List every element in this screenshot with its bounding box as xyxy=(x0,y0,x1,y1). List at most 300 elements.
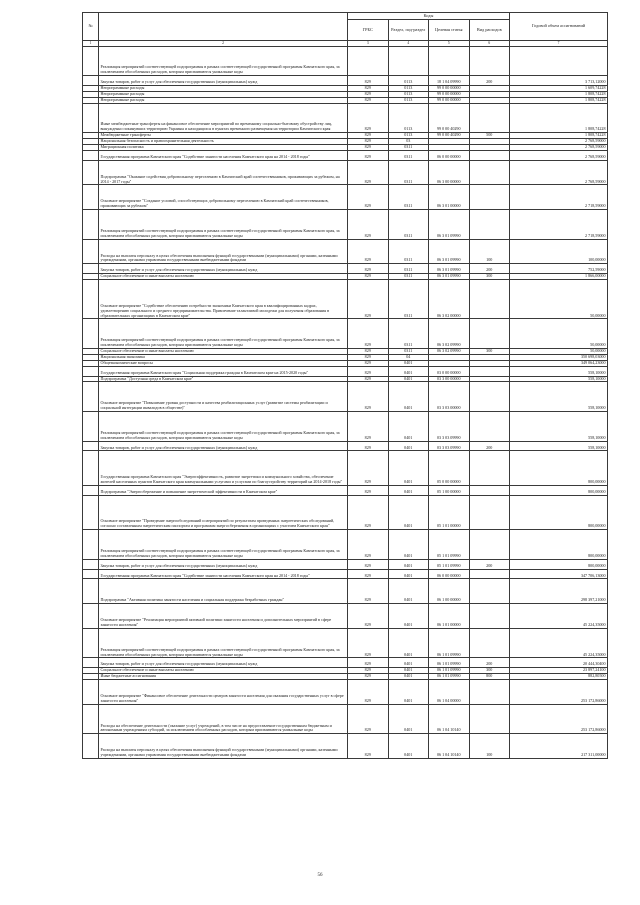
row-csr-cell: 06 1 01 09990 xyxy=(429,658,470,668)
row-grbs-cell: 829 xyxy=(348,239,389,264)
row-vr-cell: 300 xyxy=(469,668,510,674)
table-row xyxy=(83,559,608,569)
row-name-cell: Основное мероприятие "Проведение энергообследований и мероприятий по результатам проведенных энергетических обследований, согласно составленным энергетическим паспортам и программам энергосбережения в организациях с участием Камчатского края" xyxy=(99,495,348,530)
row-sum-cell: 1 808,74228 xyxy=(510,91,608,97)
row-grbs-cell: 829 xyxy=(348,145,389,151)
row-grbs-cell xyxy=(348,46,389,76)
row-name-cell: Социальное обеспечение и иные выплаты населению xyxy=(99,668,348,674)
row-number-cell xyxy=(83,366,99,376)
row-csr-cell: 03 0 00 00000 xyxy=(429,366,470,376)
row-sum-cell: 349 064,23000 xyxy=(510,360,608,366)
row-vr-cell: 500 xyxy=(469,133,510,139)
row-grbs-cell: 829 xyxy=(348,185,389,210)
table-row xyxy=(83,366,608,376)
row-csr-cell: 06 0 00 00000 xyxy=(429,150,470,160)
row-csr-cell: 06 3 01 09990 xyxy=(429,210,470,240)
header-sum: Годовой объем ассигнований xyxy=(510,13,608,41)
row-number-cell xyxy=(83,530,99,560)
row-sum-cell: 20 444,30400 xyxy=(510,658,608,668)
row-grbs-cell: 829 xyxy=(348,485,389,495)
row-razdel-cell: 0401 xyxy=(388,441,429,451)
row-name-cell: Общеэкономические вопросы xyxy=(99,360,348,366)
row-sum-cell: 558,10000 xyxy=(510,412,608,442)
row-sum-cell: 350 698,03000 xyxy=(510,354,608,360)
table-row xyxy=(83,239,608,264)
col-number-1: 1 xyxy=(83,41,99,47)
row-vr-cell: 200 xyxy=(469,658,510,668)
row-csr-cell: 06 1 01 00000 xyxy=(429,604,470,629)
row-sum-cell: 2 768,59000 xyxy=(510,160,608,185)
row-razdel-cell: 0401 xyxy=(388,366,429,376)
row-grbs-cell: 829 xyxy=(348,530,389,560)
row-number-cell xyxy=(83,76,99,86)
page-number: 56 xyxy=(317,873,323,878)
row-number-cell xyxy=(83,239,99,264)
row-number-cell xyxy=(83,382,99,412)
row-sum-cell: 2 768,59000 xyxy=(510,139,608,145)
row-grbs-cell: 829 xyxy=(348,658,389,668)
row-vr-cell xyxy=(469,103,510,133)
row-vr-cell xyxy=(469,485,510,495)
row-grbs-cell: 829 xyxy=(348,97,389,103)
table-row xyxy=(83,628,608,658)
row-number-cell xyxy=(83,46,99,76)
table-row xyxy=(83,495,608,530)
row-razdel-cell xyxy=(388,46,429,76)
row-grbs-cell: 829 xyxy=(348,412,389,442)
row-razdel-cell: 0311 xyxy=(388,160,429,185)
row-number-cell xyxy=(83,319,99,349)
table-row xyxy=(83,569,608,579)
row-csr-cell: 99 0 00 40290 xyxy=(429,103,470,133)
row-sum-cell: 800,00000 xyxy=(510,530,608,560)
row-razdel-cell: 0113 xyxy=(388,103,429,133)
budget-table xyxy=(82,12,608,759)
row-vr-cell xyxy=(469,628,510,658)
row-grbs-cell: 829 xyxy=(348,360,389,366)
header-razdel: Раздел, под-раздел xyxy=(388,20,429,41)
row-razdel-cell: 0311 xyxy=(388,274,429,280)
row-grbs-cell: 829 xyxy=(348,628,389,658)
row-vr-cell: 200 xyxy=(469,441,510,451)
header-csr: Целевая статья xyxy=(429,20,470,41)
table-row xyxy=(83,264,608,274)
row-sum-cell: 1 808,74228 xyxy=(510,133,608,139)
row-number-cell xyxy=(83,150,99,160)
table-row xyxy=(83,704,608,734)
row-name-cell: Расходы на выплаты персоналу в целях обеспечения выполнения функций государственными (муниципальными) органами, казенными учреждениями, органами управления государственными внебюджетными фондами xyxy=(99,734,348,759)
row-name-cell: Реализация мероприятий соответствующей подпрограммы в рамках соответствующей государственной программы Камчатского края, за исключением обособленных расходов, которым присваиваются уникальные коды xyxy=(99,412,348,442)
row-grbs-cell: 829 xyxy=(348,376,389,382)
row-name-cell: Государственная программа Камчатского края "Энергоэффективность, развитие энергетики и коммунального хозяйства, обеспечение жителей населенных пунктов Камчатского края коммунальными услугами и услугами по благоустройству территорий на 2014-2018 годы" xyxy=(99,451,348,486)
row-name-cell: Непрограммные расходы xyxy=(99,85,348,91)
row-razdel-cell: 04 xyxy=(388,354,429,360)
row-name-cell: Основное мероприятие "Повышение уровня доступности и качества реабилитационных услуг (развитие системы реабилитации и социальной интеграции инвалидов в обществе)" xyxy=(99,382,348,412)
row-sum-cell xyxy=(510,46,608,76)
row-name-cell: Закупка товаров, работ и услуг для обеспечения государственных (муниципальных) нужд xyxy=(99,441,348,451)
row-grbs-cell: 829 xyxy=(348,382,389,412)
row-grbs-cell: 829 xyxy=(348,704,389,734)
row-vr-cell: 800 xyxy=(469,674,510,680)
row-vr-cell: 300 xyxy=(469,349,510,355)
header-row-top xyxy=(83,13,608,20)
row-sum-cell: 23 897,24100 xyxy=(510,668,608,674)
row-grbs-cell: 829 xyxy=(348,441,389,451)
row-grbs-cell: 829 xyxy=(348,274,389,280)
row-number-cell xyxy=(83,628,99,658)
row-sum-cell: 1 866,00000 xyxy=(510,274,608,280)
col-number-2: 2 xyxy=(99,41,348,47)
row-name-cell: Основное мероприятие "Финансовое обеспечение деятельности центров занятости населения для оказания государственных услуг в сфере занятости населения" xyxy=(99,680,348,705)
row-razdel-cell: 0311 xyxy=(388,185,429,210)
row-number-cell xyxy=(83,495,99,530)
row-name-cell: Национальная безопасность и правоохранительная деятельность xyxy=(99,139,348,145)
row-grbs-cell: 829 xyxy=(348,495,389,530)
row-razdel-cell: 0401 xyxy=(388,680,429,705)
row-sum-cell: 1 609,74228 xyxy=(510,85,608,91)
row-grbs-cell: 829 xyxy=(348,264,389,274)
row-vr-cell xyxy=(469,366,510,376)
row-number-cell xyxy=(83,441,99,451)
row-grbs-cell: 829 xyxy=(348,139,389,145)
row-sum-cell: 2 768,59000 xyxy=(510,150,608,160)
row-name-cell: Межбюджетные трансферты xyxy=(99,133,348,139)
row-razdel-cell: 0311 xyxy=(388,319,429,349)
row-grbs-cell: 829 xyxy=(348,674,389,680)
header-codes: Коды xyxy=(348,13,510,20)
row-vr-cell xyxy=(469,319,510,349)
row-vr-cell xyxy=(469,46,510,76)
row-vr-cell xyxy=(469,382,510,412)
row-razdel-cell: 0311 xyxy=(388,145,429,151)
row-razdel-cell: 0401 xyxy=(388,658,429,668)
row-name-cell: Реализация мероприятий соответствующей подпрограммы в рамках соответствующей государственной программы Камчатского края, за исключением обособленных расходов, которым присваиваются уникальные коды xyxy=(99,530,348,560)
budget-table-sheet xyxy=(82,12,608,759)
row-name-cell: Закупка товаров, работ и услуг для обеспечения государственных (муниципальных) нужд xyxy=(99,76,348,86)
row-csr-cell: 99 0 00 00000 xyxy=(429,97,470,103)
table-row xyxy=(83,530,608,560)
row-vr-cell xyxy=(469,495,510,530)
row-name-cell: Расходы на обеспечение деятельности (оказание услуг) учреждений, в том числе на предоставление государственным бюджетным и автономным учреждениям субсидий, за исключением обособленных расходов, которым присваиваются уникальные коды xyxy=(99,704,348,734)
table-row xyxy=(83,579,608,604)
row-razdel-cell: 0113 xyxy=(388,76,429,86)
row-csr-cell: 99 0 00 40290 xyxy=(429,133,470,139)
table-row xyxy=(83,412,608,442)
row-number-cell xyxy=(83,451,99,486)
row-grbs-cell: 829 xyxy=(348,76,389,86)
row-vr-cell: 200 xyxy=(469,76,510,86)
row-sum-cell: 800,00000 xyxy=(510,451,608,486)
row-csr-cell: 06 1 04 10140 xyxy=(429,704,470,734)
row-razdel-cell: 0401 xyxy=(388,412,429,442)
row-csr-cell: 05 1 01 00000 xyxy=(429,495,470,530)
row-vr-cell: 300 xyxy=(469,274,510,280)
table-row xyxy=(83,734,608,759)
row-csr-cell: 06 0 00 00000 xyxy=(429,569,470,579)
table-row xyxy=(83,185,608,210)
row-sum-cell: 882,80500 xyxy=(510,674,608,680)
row-name-cell: Основное мероприятие "Создание условий, способствующих добровольному переселению в Камчатский край соотечественников, проживающих за рубежом" xyxy=(99,185,348,210)
row-razdel-cell: 0311 xyxy=(388,150,429,160)
row-name-cell: Закупка товаров, работ и услуг для обеспечения государственных (муниципальных) нужд xyxy=(99,559,348,569)
row-csr-cell: 06 1 04 00000 xyxy=(429,680,470,705)
row-grbs-cell: 829 xyxy=(348,319,389,349)
row-name-cell: Государственная программа Камчатского края "Содействие занятости населения Камчатского края на 2014 - 2018 годы" xyxy=(99,150,348,160)
row-name-cell: Иные бюджетные ассигнования xyxy=(99,674,348,680)
row-csr-cell: 05 0 00 00000 xyxy=(429,451,470,486)
row-name-cell: Иные межбюджетные трансферты на финансовое обеспечение мероприятий по временному социально-бытовому обустройству лиц, вынужденно покинувших территорию Украины и находящихся в пунктах временного размещения на территории Камчатского края xyxy=(99,103,348,133)
row-name-cell: Реализация мероприятий соответствующей подпрограммы в рамках соответствующей государственной программы Камчатского края, за исключением обособленных расходов, которым присваиваются уникальные коды xyxy=(99,628,348,658)
row-number-cell xyxy=(83,680,99,705)
row-csr-cell: 05 1 01 09990 xyxy=(429,530,470,560)
table-header xyxy=(83,13,608,47)
row-name-cell: Социальное обеспечение и иные выплаты населению xyxy=(99,274,348,280)
col-number-7: 7 xyxy=(510,41,608,47)
row-razdel-cell: 0401 xyxy=(388,451,429,486)
row-csr-cell: 06 3 01 09990 xyxy=(429,239,470,264)
row-sum-cell: 558,10000 xyxy=(510,382,608,412)
row-csr-cell: 06 1 04 10140 xyxy=(429,734,470,759)
row-razdel-cell: 0401 xyxy=(388,382,429,412)
row-sum-cell: 2 718,59000 xyxy=(510,185,608,210)
row-vr-cell xyxy=(469,680,510,705)
row-csr-cell: 06 3 01 00000 xyxy=(429,185,470,210)
col-number-6: 6 xyxy=(469,41,510,47)
row-grbs-cell: 829 xyxy=(348,349,389,355)
row-sum-cell: 298 397,21000 xyxy=(510,579,608,604)
row-vr-cell xyxy=(469,569,510,579)
row-sum-cell: 347 706,13000 xyxy=(510,569,608,579)
row-csr-cell: 06 1 01 09990 xyxy=(429,628,470,658)
row-razdel-cell: 0401 xyxy=(388,579,429,604)
row-sum-cell: 253 172,86000 xyxy=(510,680,608,705)
row-sum-cell: 100,00000 xyxy=(510,239,608,264)
row-csr-cell: 06 3 01 09990 xyxy=(429,264,470,274)
table-row xyxy=(83,210,608,240)
row-sum-cell: 800,00000 xyxy=(510,559,608,569)
row-number-cell xyxy=(83,579,99,604)
row-sum-cell: 558,10000 xyxy=(510,441,608,451)
row-number-cell xyxy=(83,160,99,185)
row-name-cell: Реализация мероприятий соответствующей подпрограммы в рамках соответствующей государственной программы Камчатского края, за исключением обособленных расходов, которым присваиваются уникальные коды xyxy=(99,210,348,240)
row-grbs-cell: 829 xyxy=(348,569,389,579)
row-csr-cell: 99 0 00 00000 xyxy=(429,85,470,91)
row-grbs-cell: 829 xyxy=(348,150,389,160)
row-razdel-cell: 0401 xyxy=(388,559,429,569)
row-vr-cell xyxy=(469,451,510,486)
col-number-5: 5 xyxy=(429,41,470,47)
row-number-cell xyxy=(83,704,99,734)
row-grbs-cell: 829 xyxy=(348,354,389,360)
row-grbs-cell: 829 xyxy=(348,210,389,240)
row-vr-cell: 100 xyxy=(469,734,510,759)
row-grbs-cell: 829 xyxy=(348,668,389,674)
row-razdel-cell: 0311 xyxy=(388,280,429,319)
row-grbs-cell: 829 xyxy=(348,280,389,319)
row-vr-cell xyxy=(469,604,510,629)
header-grbs: ГРБС xyxy=(348,20,389,41)
table-row xyxy=(83,160,608,185)
row-sum-cell: 1 808,74228 xyxy=(510,103,608,133)
row-sum-cell: 558,10000 xyxy=(510,366,608,376)
row-sum-cell: 1 808,74228 xyxy=(510,97,608,103)
row-sum-cell: 3 713,12000 xyxy=(510,76,608,86)
row-razdel-cell: 0401 xyxy=(388,674,429,680)
row-csr-cell: 06 3 00 00000 xyxy=(429,160,470,185)
row-sum-cell: 217 311,00000 xyxy=(510,734,608,759)
row-csr-cell: 03 3 03 09990 xyxy=(429,412,470,442)
row-sum-cell: 253 172,86000 xyxy=(510,704,608,734)
row-grbs-cell: 829 xyxy=(348,133,389,139)
row-grbs-cell: 829 xyxy=(348,160,389,185)
row-grbs-cell: 829 xyxy=(348,734,389,759)
row-csr-cell: 03 3 03 09990 xyxy=(429,441,470,451)
row-name-cell: Основное мероприятие "Содействие обеспечению потребности экономики Камчатского края в квалифицированных кадрах, удовлетворению социального и среднего предпринимательства. Привлечение талантливой молодежи для получения образования в образовательных организациях в Камчатском крае" xyxy=(99,280,348,319)
row-grbs-cell: 829 xyxy=(348,604,389,629)
table-row xyxy=(83,319,608,349)
header-name xyxy=(99,13,348,41)
row-name-cell: Подпрограмма "Доступная среда в Камчатском крае" xyxy=(99,376,348,382)
row-sum-cell: 2 718,59000 xyxy=(510,210,608,240)
row-sum-cell: 45 224,35000 xyxy=(510,604,608,629)
row-csr-cell: 05 1 01 09990 xyxy=(429,559,470,569)
table-row xyxy=(83,441,608,451)
row-razdel-cell: 0113 xyxy=(388,133,429,139)
row-name-cell: Подпрограмма "Энергосбережение и повышение энергетической эффективности в Камчатском крае" xyxy=(99,485,348,495)
row-vr-cell xyxy=(469,579,510,604)
row-name-cell: Подпрограмма "Активная политика занятости населения и социальная поддержка безработных граждан" xyxy=(99,579,348,604)
row-number-cell xyxy=(83,264,99,274)
row-grbs-cell: 829 xyxy=(348,559,389,569)
row-razdel-cell: 0311 xyxy=(388,210,429,240)
row-csr-cell xyxy=(429,46,470,76)
row-razdel-cell: 0401 xyxy=(388,604,429,629)
table-row xyxy=(83,103,608,133)
row-csr-cell: 03 3 03 00000 xyxy=(429,382,470,412)
row-grbs-cell: 829 xyxy=(348,91,389,97)
row-name-cell: Государственная программа Камчатского края "Социальная поддержка граждан в Камчатском крае на 2015-2020 годы" xyxy=(99,366,348,376)
row-razdel-cell: 0401 xyxy=(388,704,429,734)
table-row xyxy=(83,280,608,319)
table-row xyxy=(83,382,608,412)
row-csr-cell: 06 3 02 09990 xyxy=(429,319,470,349)
row-vr-cell xyxy=(469,704,510,734)
row-name-cell: Основное мероприятие "Реализация мероприятий активной политики занятости населения и дополнительных мероприятий в сфере занятости населения" xyxy=(99,604,348,629)
row-name-cell: Расходы на выплаты персоналу в целях обеспечения выполнения функций государственными (муниципальными) органами, казенными учреждениями, органами управления государственными внебюджетными фондами xyxy=(99,239,348,264)
row-sum-cell: 800,00000 xyxy=(510,485,608,495)
row-razdel-cell: 0311 xyxy=(388,264,429,274)
row-csr-cell: 06 1 00 00000 xyxy=(429,579,470,604)
row-razdel-cell: 0401 xyxy=(388,628,429,658)
row-number-cell xyxy=(83,658,99,668)
row-razdel-cell: 03 xyxy=(388,139,429,145)
row-number-cell xyxy=(83,604,99,629)
row-number-cell xyxy=(83,734,99,759)
row-csr-cell: 05 1 00 00000 xyxy=(429,485,470,495)
row-razdel-cell: 0401 xyxy=(388,376,429,382)
row-csr-cell: 06 1 01 09990 xyxy=(429,668,470,674)
row-csr-cell: 99 0 00 00000 xyxy=(429,91,470,97)
row-number-cell xyxy=(83,210,99,240)
row-number-cell xyxy=(83,569,99,579)
row-razdel-cell: 0401 xyxy=(388,495,429,530)
row-razdel-cell: 0311 xyxy=(388,239,429,264)
row-grbs-cell: 829 xyxy=(348,680,389,705)
table-row xyxy=(83,76,608,86)
row-razdel-cell: 0113 xyxy=(388,97,429,103)
row-csr-cell: 06 3 02 09990 xyxy=(429,349,470,355)
row-grbs-cell: 829 xyxy=(348,451,389,486)
row-csr-cell: 03 3 00 00000 xyxy=(429,376,470,382)
row-grbs-cell: 829 xyxy=(348,85,389,91)
row-razdel-cell: 0113 xyxy=(388,85,429,91)
row-sum-cell: 800,00000 xyxy=(510,495,608,530)
table-row xyxy=(83,485,608,495)
row-vr-cell xyxy=(469,412,510,442)
row-razdel-cell: 0113 xyxy=(388,91,429,97)
row-razdel-cell: 0401 xyxy=(388,668,429,674)
row-razdel-cell: 0401 xyxy=(388,360,429,366)
row-vr-cell xyxy=(469,530,510,560)
table-row xyxy=(83,680,608,705)
row-vr-cell: 200 xyxy=(469,264,510,274)
row-sum-cell: 50,00000 xyxy=(510,349,608,355)
table-row xyxy=(83,604,608,629)
row-vr-cell xyxy=(469,150,510,160)
row-number-cell xyxy=(83,559,99,569)
row-name-cell: Непрограммные расходы xyxy=(99,97,348,103)
row-number-cell xyxy=(83,185,99,210)
row-sum-cell: 50,00000 xyxy=(510,280,608,319)
row-name-cell: Закупка товаров, работ и услуг для обеспечения государственных (муниципальных) нужд xyxy=(99,264,348,274)
table-row xyxy=(83,150,608,160)
row-vr-cell xyxy=(469,280,510,319)
table-row xyxy=(83,46,608,76)
table-body xyxy=(83,46,608,759)
row-vr-cell xyxy=(469,210,510,240)
row-number-cell xyxy=(83,103,99,133)
row-sum-cell: 50,00000 xyxy=(510,319,608,349)
row-grbs-cell: 829 xyxy=(348,366,389,376)
row-grbs-cell: 829 xyxy=(348,103,389,133)
row-csr-cell: 18 1 04 09990 xyxy=(429,76,470,86)
col-number-3: 3 xyxy=(348,41,389,47)
row-csr-cell: 06 1 01 09990 xyxy=(429,674,470,680)
row-vr-cell: 100 xyxy=(469,239,510,264)
row-sum-cell: 45 224,35000 xyxy=(510,628,608,658)
row-csr-cell: 06 3 01 09990 xyxy=(429,274,470,280)
row-number-cell xyxy=(83,412,99,442)
row-name-cell: Закупка товаров, работ и услуг для обеспечения государственных (муниципальных) нужд xyxy=(99,658,348,668)
row-razdel-cell: 0401 xyxy=(388,734,429,759)
table-row xyxy=(83,658,608,668)
row-name-cell: Государственная программа Камчатского края "Содействие занятости населения Камчатского края на 2014 - 2018 годы" xyxy=(99,569,348,579)
row-name-cell: Непрограммные расходы xyxy=(99,91,348,97)
row-razdel-cell: 0401 xyxy=(388,485,429,495)
row-name-cell: Реализация мероприятий соответствующей подпрограммы в рамках соответствующей государственной программы Камчатского края, за исключением обособленных расходов, которым присваиваются уникальные коды xyxy=(99,46,348,76)
row-grbs-cell: 829 xyxy=(348,579,389,604)
row-name-cell: Социальное обеспечение и иные выплаты населению xyxy=(99,349,348,355)
col-number-4: 4 xyxy=(388,41,429,47)
row-name-cell: Подпрограмма "Оказание содействия добровольному переселению в Камчатский край соотечественников, проживающих за рубежом, на 2014 - 2017 годы" xyxy=(99,160,348,185)
row-number-cell xyxy=(83,485,99,495)
table-row xyxy=(83,451,608,486)
row-number-cell xyxy=(83,280,99,319)
row-razdel-cell: 0401 xyxy=(388,569,429,579)
row-vr-cell xyxy=(469,160,510,185)
row-name-cell: Национальная экономика xyxy=(99,354,348,360)
header-no: № xyxy=(83,13,99,41)
